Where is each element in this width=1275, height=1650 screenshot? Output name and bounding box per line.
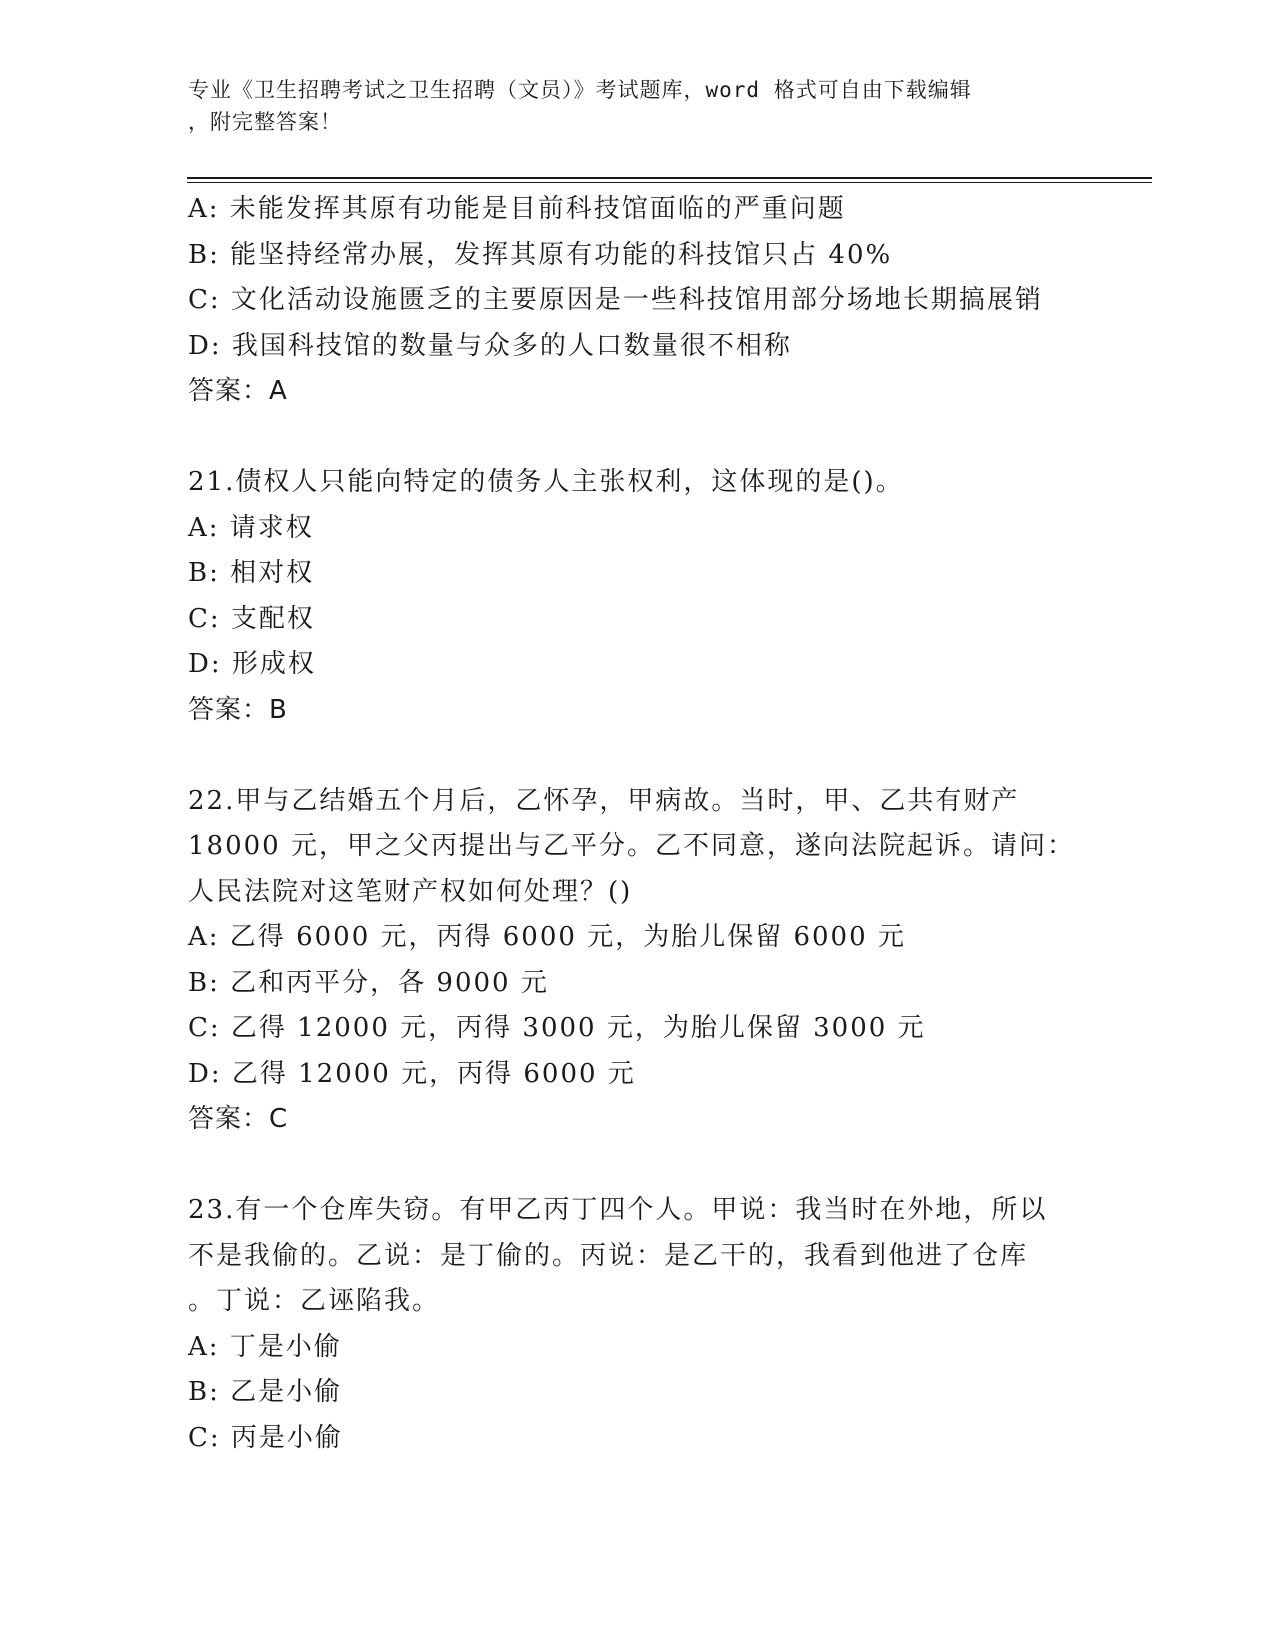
question-stem: 21.债权人只能向特定的债务人主张权利，这体现的是()。 (188, 467, 904, 497)
option-a: A: 丁是小偷 (188, 1331, 342, 1362)
option-b: B: 能坚持经常办展，发挥其原有功能的科技馆只占 40% (188, 239, 893, 270)
question-stem-line-1: 22.甲与乙结婚五个月后，乙怀孕，甲病故。当时，甲、乙共有财产 (188, 785, 1020, 816)
question-22 (188, 779, 1088, 1143)
option-a: A: 未能发挥其原有功能是目前科技馆面临的严重问题 (188, 194, 846, 224)
header-line-2: ，附完整答案！ (188, 110, 342, 134)
option-c: C: 支配权 (188, 603, 315, 634)
question-list (188, 187, 1088, 1461)
answer: 答案：B (188, 694, 288, 725)
question-stem-line-2: 18000 元，甲之父丙提出与乙平分。乙不同意，遂向法院起诉。请问： (188, 831, 1075, 861)
answer: 答案：C (188, 1104, 289, 1134)
option-c: C: 乙得 12000 元，丙得 3000 元，为胎儿保留 3000 元 (188, 1013, 926, 1043)
document-header (188, 74, 1088, 138)
option-b: B: 乙是小偷 (188, 1377, 343, 1407)
question-stem-line-3: 人民法院对这笔财产权如何处理？() (188, 876, 633, 907)
question-stem-line-1: 23.有一个仓库失窃。有甲乙丙丁四个人。甲说：我当时在外地，所以 (188, 1195, 1048, 1225)
option-d: D: 形成权 (188, 649, 316, 679)
option-d: D: 我国科技馆的数量与众多的人口数量很不相称 (188, 330, 792, 361)
option-c: C: 丙是小偷 (188, 1422, 343, 1453)
answer: 答案：A (188, 376, 288, 406)
option-d: D: 乙得 12000 元，丙得 6000 元 (188, 1058, 636, 1089)
question-stem-line-2: 不是我偷的。乙说：是丁偷的。丙说：是乙干的，我看到他进了仓库 (188, 1240, 1029, 1271)
option-c: C: 文化活动设施匮乏的主要原因是一些科技馆用部分场地长期搞展销 (188, 285, 1043, 315)
spacer (188, 1143, 1088, 1189)
question-stem-line-3: 。丁说：乙诬陷我。 (188, 1286, 441, 1316)
question-23 (188, 1188, 1088, 1461)
question-20 (188, 187, 1088, 415)
header-divider-thin (187, 182, 1152, 183)
option-b: B: 乙和丙平分，各 9000 元 (188, 967, 549, 998)
header-line-1: 专业《卫生招聘考试之卫生招聘（文员）》考试题库，word 格式可自由下载编辑 (188, 78, 972, 102)
header-divider-thick (187, 177, 1152, 179)
spacer (188, 733, 1088, 779)
option-a: A: 请求权 (188, 512, 314, 543)
spacer (188, 415, 1088, 461)
question-21 (188, 460, 1088, 733)
option-b: B: 相对权 (188, 558, 315, 588)
option-a: A: 乙得 6000 元，丙得 6000 元，为胎儿保留 6000 元 (188, 922, 906, 952)
